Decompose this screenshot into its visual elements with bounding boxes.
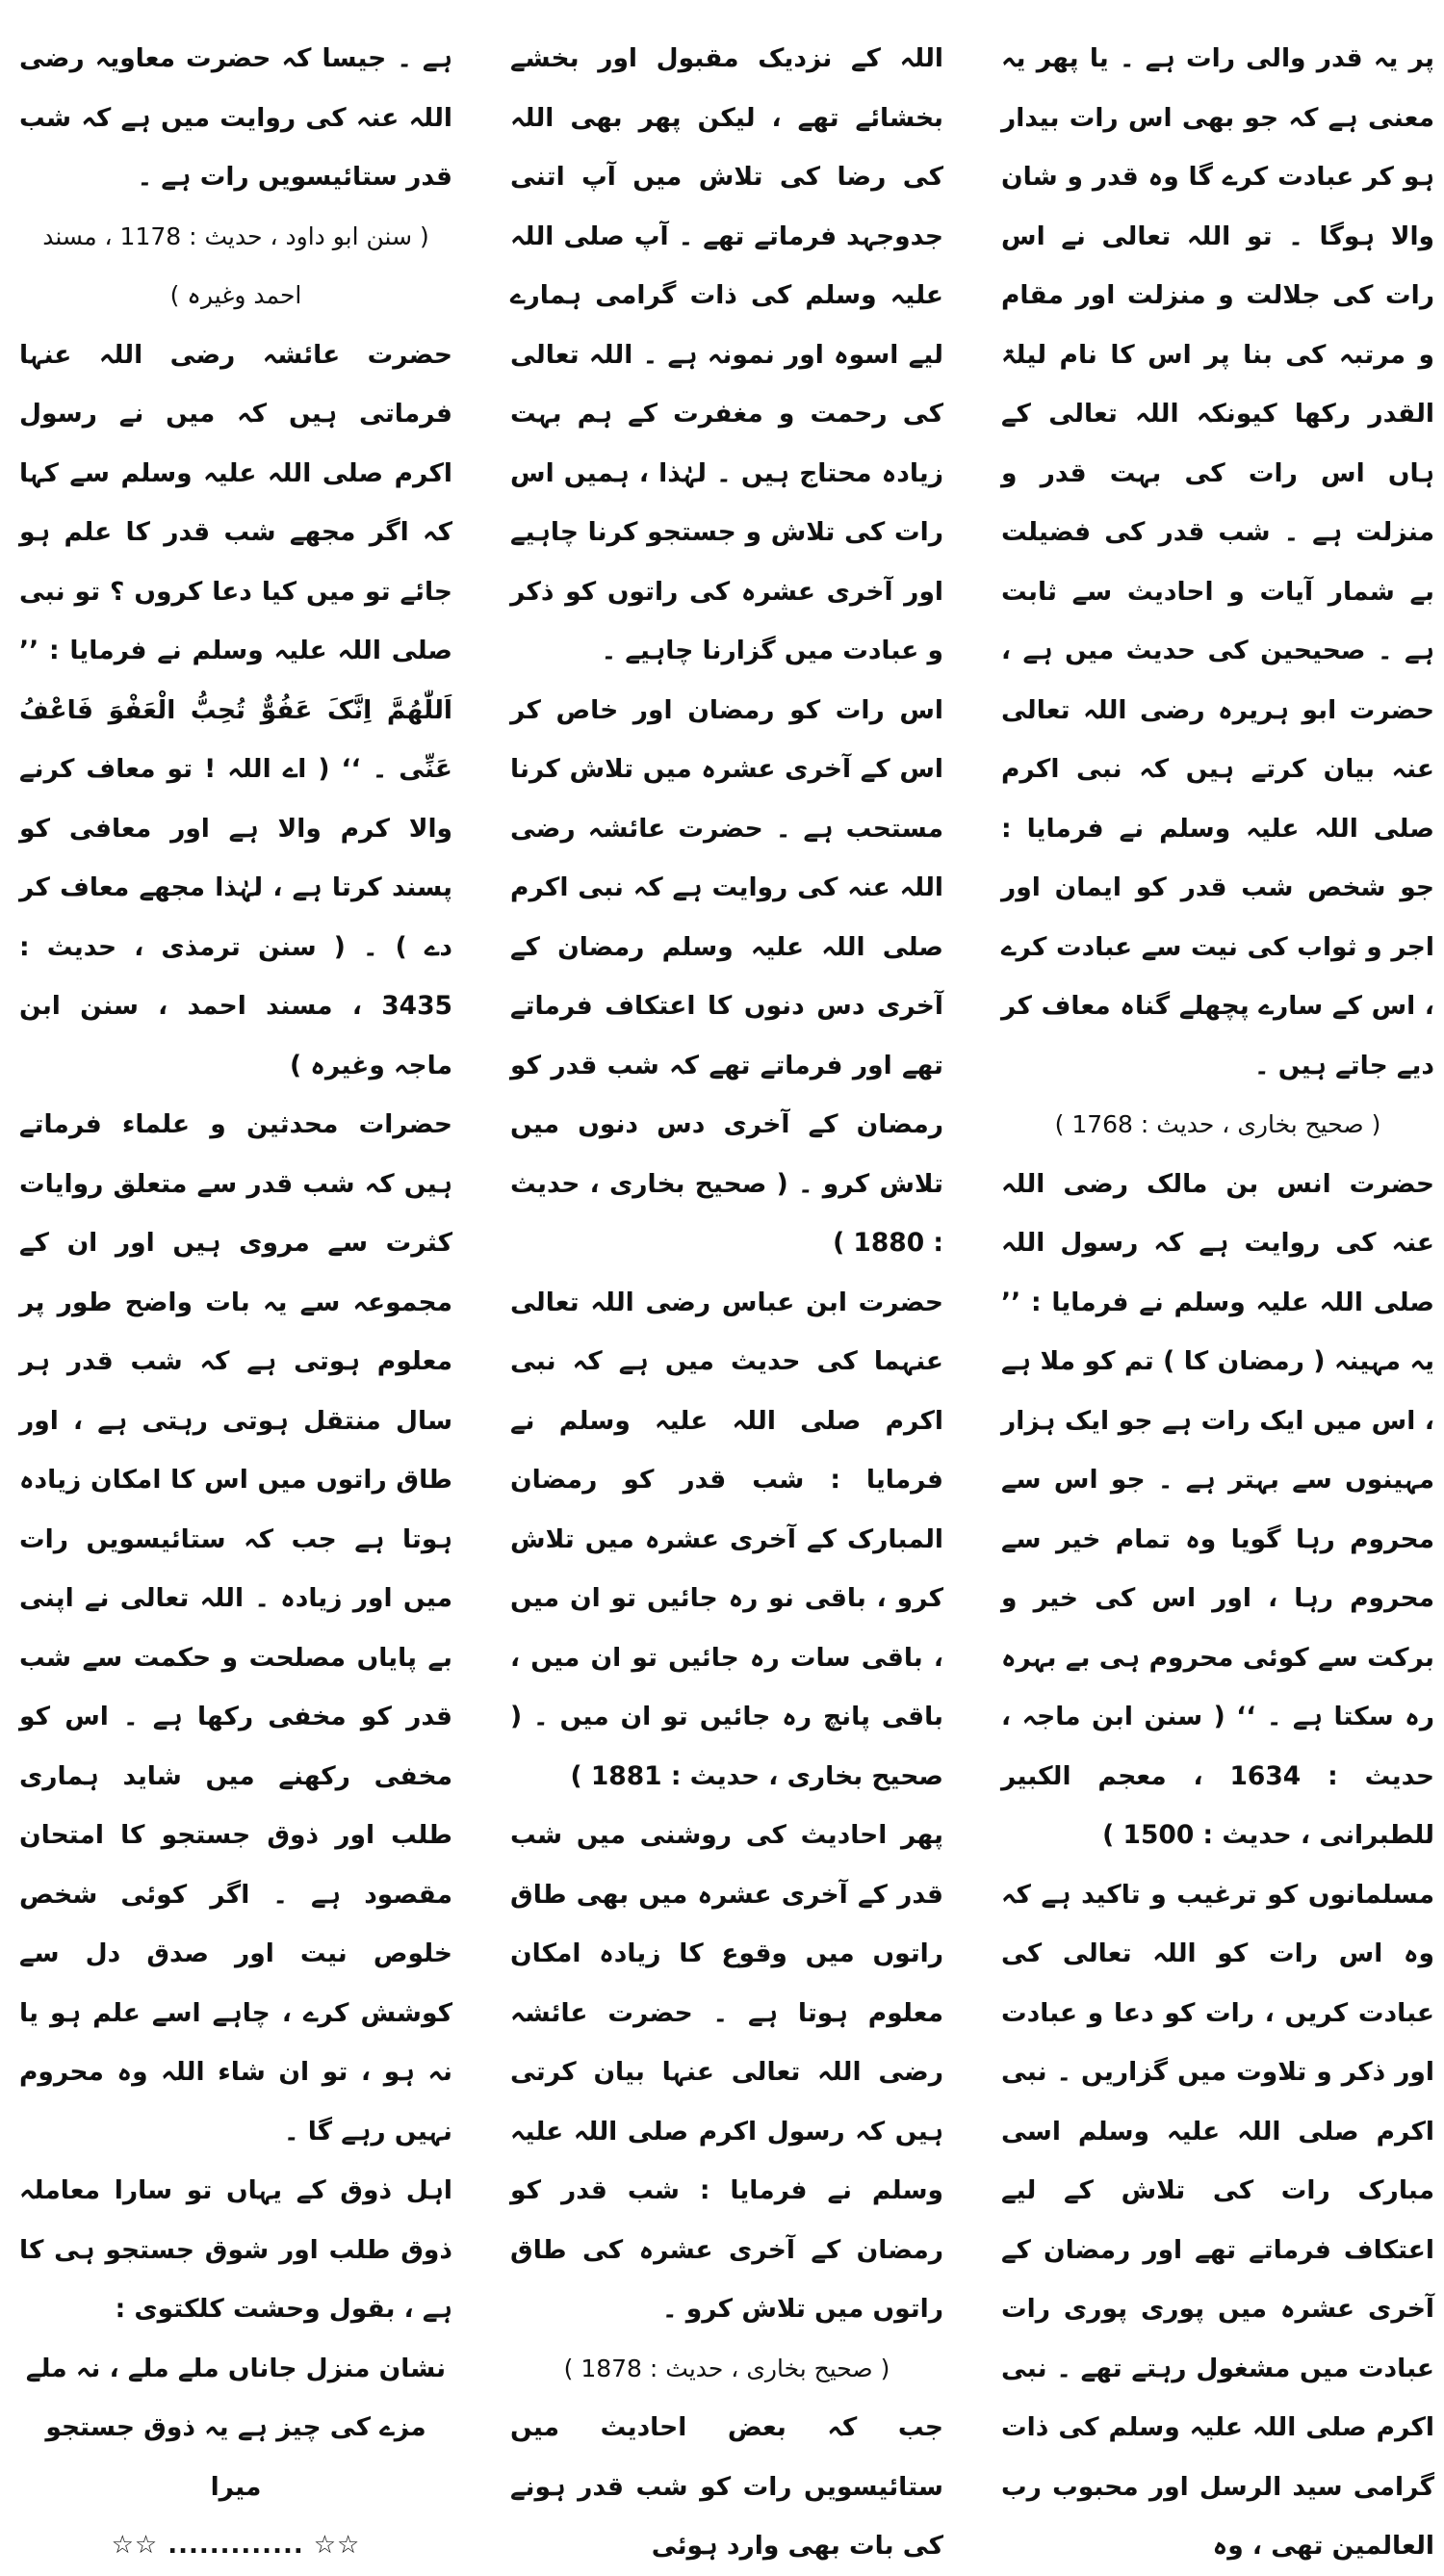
paragraph: پر یہ قدر والی رات ہے ۔ یا پھر یہ معنی ہے کہ جو بھی اس رات بیدار ہو کر عبادت کرے گا وہ قدر و شان والا ہوگا ۔ تو اللہ تعالی نے اس رات کی جلالت و منزلت اور مقام و مرتبہ کی بنا پر اس کا نام لیلۃ القدر رکھا کیونکہ اللہ تعالی کے ہاں اس رات کی بہت قدر و منزلت ہے ۔ شب قدر کی فضیلت بے شمار آیات و احادیث سے ثابت ہے ۔ صحیحین کی حدیث میں ہے ، حضرت ابو ہریرہ رضی اللہ تعالی عنہ بیان کرتے ہیں کہ نبی اکرم صلی اللہ علیہ وسلم نے فرمایا : جو شخص شب قدر کو ایمان اور اجر و ثواب کی نیت سے عبادت کرے ، اس کے سارے پچھلے گناہ معاف کر دیے جاتے ہیں ۔ (1001, 43, 1434, 1080)
paragraph: جب کہ بعض احادیث میں ستائیسویں رات کو شب قدر ہونے کی بات بھی وارد ہوئی (510, 2412, 943, 2561)
column-middle (510, 29, 943, 2561)
paragraph: ہے ۔ جیسا کہ حضرت معاویہ رضی اللہ عنہ کی روایت میں ہے کہ شب قدر ستائیسویں رات ہے ۔ (19, 43, 452, 192)
reference-citation: ( صحیح بخاری ، حدیث : 1878 ) (563, 2354, 890, 2382)
reference-citation: ( صحیح بخاری ، حدیث : 1768 ) (1054, 1110, 1381, 1138)
paragraph: پھر احادیث کی روشنی میں شب قدر کے آخری عشرہ میں بھی طاق راتوں میں وقوع کا زیادہ امکان معلوم ہوتا ہے ۔ حضرت عائشہ رضی اللہ تعالی عنہا بیان کرتی ہیں کہ رسول اکرم صلی اللہ علیہ وسلم نے فرمایا : شب قدر کو رمضان کے آخری عشرہ کی طاق راتوں میں تلاش کرو ۔ (510, 1820, 943, 2324)
paragraph: حضرات محدثین و علماء فرماتے ہیں کہ شب قدر سے متعلق روایات کثرت سے مروی ہیں اور ان کے مجموعہ سے یہ بات واضح طور پر معلوم ہوتی ہے کہ شب قدر ہر سال منتقل ہوتی رہتی ہے ، اور طاق راتوں میں اس کا امکان زیادہ ہوتا ہے جب کہ ستائیسویں رات میں اور زیادہ ۔ اللہ تعالی نے اپنی بے پایاں مصلحت و حکمت سے شب قدر کو مخفی رکھا ہے ۔ اس کو مخفی رکھنے میں شاید ہماری طلب اور ذوق جستجو کا امتحان مقصود ہے ۔ اگر کوئی شخص خلوص نیت اور صدق دل سے کوشش کرے ، چاہے اسے علم ہو یا نہ ہو ، تو ان شاء اللہ وہ محروم نہیں رہے گا ۔ (19, 1109, 452, 2147)
end-stars: ☆☆ ............. ☆☆ (111, 2531, 361, 2560)
verse-line: مزے کی چیز ہے یہ ذوق جستجو میرا (45, 2412, 426, 2502)
column-left (19, 29, 452, 2560)
verse-line: نشان منزل جاناں ملے ملے ، نہ ملے (25, 2353, 447, 2383)
paragraph: مسلمانوں کو ترغیب و تاکید ہے کہ وہ اس رات کو اللہ تعالی کی عبادت کریں ، رات کو دعا و عبادت اور ذکر و تلاوت میں گزاریں ۔ نبی اکرم صلی اللہ علیہ وسلم اسی مبارک رات کی تلاش کے لیے اعتکاف فرماتے تھے اور رمضان کے آخری عشرہ میں پوری پوری رات عبادت میں مشغول رہتے تھے ۔ نبی اکرم صلی اللہ علیہ وسلم کی ذات گرامی سید الرسل اور محبوب رب العالمین تھی ، وہ (1001, 1879, 1434, 2561)
paragraph: حضرت انس بن مالک رضی اللہ عنہ کی روایت ہے کہ رسول اللہ صلی اللہ علیہ وسلم نے فرمایا : ’’ یہ مہینہ ( رمضان کا ) تم کو ملا ہے ، اس میں ایک رات ہے جو ایک ہزار مہینوں سے بہتر ہے ۔ جو اس سے محروم رہا گویا وہ تمام خیر سے محروم رہا ، اور اس کی خیر و برکت سے کوئی محروم ہی بے بہرہ رہ سکتا ہے ۔ ‘‘ ( سنن ابن ماجہ ، حدیث : 1634 ، معجم الکبیر للطبرانی ، حدیث : 1500 ) (1001, 1168, 1434, 1850)
paragraph: اللہ کے نزدیک مقبول اور بخشے بخشائے تھے ، لیکن پھر بھی اللہ کی رضا کی تلاش میں آپ اتنی جدوجہد فرماتے تھے ۔ آپ صلی اللہ علیہ وسلم کی ذات گرامی ہمارے لیے اسوہ اور نمونہ ہے ۔ اللہ تعالی کی رحمت و مغفرت کے ہم بہت زیادہ محتاج ہیں ۔ لہٰذا ، ہمیں اس رات کی تلاش و جستجو کرنا چاہیے اور آخری عشرہ کی راتوں کو ذکر و عبادت میں گزارنا چاہیے ۔ (510, 43, 943, 665)
paragraph: حضرت ابن عباس رضی اللہ تعالی عنہما کی حدیث میں ہے کہ نبی اکرم صلی اللہ علیہ وسلم نے فرمایا : شب قدر کو رمضان المبارک کے آخری عشرہ میں تلاش کرو ، باقی نو رہ جائیں تو ان میں ، باقی سات رہ جائیں تو ان میں ، باقی پانچ رہ جائیں تو ان میں ۔ ( صحیح بخاری ، حدیث : 1881 ) (510, 1287, 943, 1791)
paragraph: اہل ذوق کے یہاں تو سارا معاملہ ذوق طلب اور شوق جستجو ہی کا ہے ، بقول وحشت کلکتوی : (19, 2175, 452, 2324)
paragraph: حضرت عائشہ رضی اللہ عنہا فرماتی ہیں کہ میں نے رسول اکرم صلی اللہ علیہ وسلم سے کہا کہ اگر مجھے شب قدر کا علم ہو جائے تو میں کیا دعا کروں ؟ تو نبی صلی اللہ علیہ وسلم نے فرمایا : ’’ اَللّٰھُمَّ اِنَّکَ عَفُوٌّ تُحِبُّ الْعَفْوَ فَاعْفُ عَنِّی ۔ ‘‘ ( اے اللہ ! تو معاف کرنے والا کرم والا ہے اور معافی کو پسند کرتا ہے ، لہٰذا مجھے معاف کر دے ) ۔ ( سنن ترمذی ، حدیث : 3435 ، مسند احمد ، سنن ابن ماجہ وغیرہ ) (19, 339, 452, 1080)
reference-citation: ( سنن ابو داود ، حدیث : 1178 ، مسند احمد وغیرہ ) (42, 221, 429, 309)
column-right (1001, 29, 1434, 2561)
paragraph: اس رات کو رمضان اور خاص کر اس کے آخری عشرہ میں تلاش کرنا مستحب ہے ۔ حضرت عائشہ رضی اللہ عنہ کی روایت ہے کہ نبی اکرم صلی اللہ علیہ وسلم رمضان کے آخری دس دنوں کا اعتکاف فرماتے تھے اور فرماتے تھے کہ شب قدر کو رمضان کے آخری دس دنوں میں تلاش کرو ۔ ( صحیح بخاری ، حدیث : 1880 ) (510, 694, 943, 1258)
